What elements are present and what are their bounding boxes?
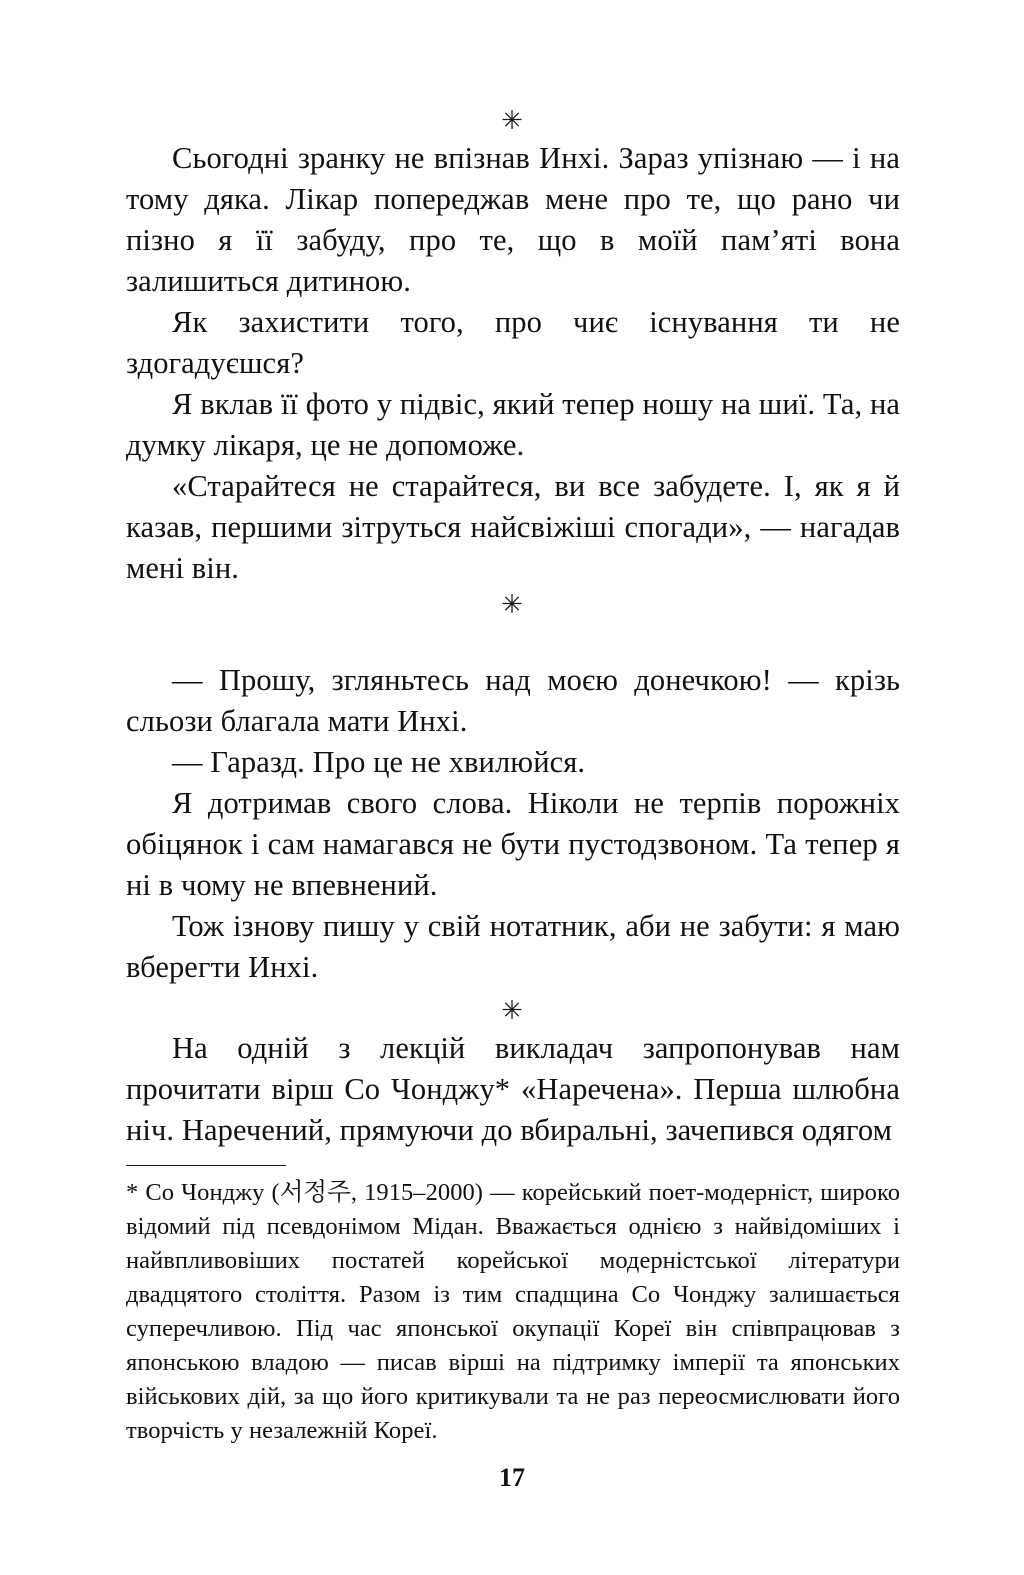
paragraph: — Прошу, згляньтесь над моєю донечкою! — крізь сльози благала мати Инхі.: [126, 663, 900, 738]
page-number: 17: [499, 1463, 525, 1492]
paragraph: — Гаразд. Про це не хвилюйся.: [172, 745, 586, 779]
footnote-separator-rule: [126, 1165, 286, 1166]
paragraph: На одній з лекцій викладач запропонував нам прочитати вірш Со Чонджу* «Наречена». Перша шлюбна ніч. Наречений, прямуючи до вбиральні, зачепився одягом: [126, 1031, 900, 1147]
footnote-text: * Со Чонджу (서정주, 1915–2000) — корейський поет-модерніст, широко відомий під псевдонімом Мідан. Вважається однією з найвідоміших і найвпливовіших постатей корейської модерністської літератури двадцятого століття. Разом із тим спадщина Со Чонджу залишається суперечливою. Під час японської окупації Кореї він співпрацював з японською владою — писав вірші на підтримку імперії та японських військових дій, за що його критикували та не раз переосмислювати його творчість у незалежній Кореї.: [126, 1179, 900, 1444]
section-divider-asterisk-3: ✳: [501, 996, 523, 1025]
paragraph: Я вклав її фото у підвіс, який тепер ношу на шиї. Та, на думку лікаря, це не допоможе.: [126, 387, 900, 462]
section-divider-asterisk-1: ✳: [501, 106, 523, 135]
paragraph: Сьогодні зранку не впізнав Инхі. Зараз упізнаю — і на тому дяка. Лікар попереджав мене про те, що рано чи пізно я її забуду, про те, що в моїй пам’яті вона залишиться дитиною.: [126, 141, 900, 298]
paragraph: Тож ізнову пишу у свій нотатник, аби не забути: я маю вберегти Инхі.: [126, 909, 900, 984]
footnote-block: [126, 1176, 900, 1448]
body-section-one: [126, 138, 900, 589]
paragraph: «Старайтеся не старайтеся, ви все забудете. І, як я й казав, першими зітруться найсвіжіші спогади», — нагадав мені він.: [126, 469, 900, 585]
section-divider-asterisk-2: ✳: [501, 590, 523, 619]
paragraph: Я дотримав свого слова. Ніколи не терпів порожніх обіцянок і сам намагався не бути пустодзвоном. Та тепер я ні в чому не впевнений.: [126, 786, 900, 902]
paragraph: Як захистити того, про чиє існування ти не здогадуєшся?: [126, 305, 900, 380]
body-section-three: [126, 1028, 900, 1151]
body-section-two: [126, 660, 900, 988]
